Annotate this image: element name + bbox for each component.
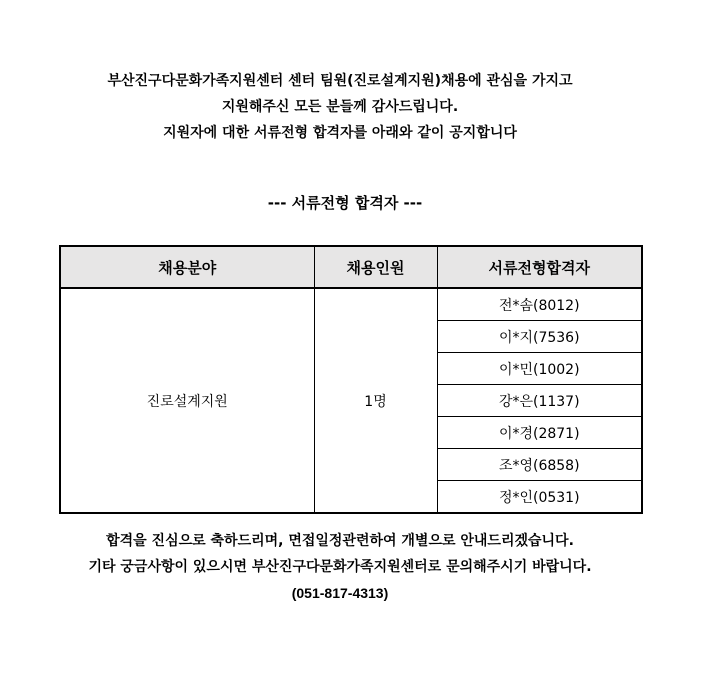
- passer-cell: 이*경(2871): [437, 417, 642, 449]
- section-title: --- 서류전형 합격자 ---: [267, 194, 423, 212]
- intro-line-1: 부산진구다문화가족지원센터 센터 팀원(진로설계지원)채용에 관심을 가지고: [107, 73, 573, 89]
- intro-line-2: 지원해주신 모든 분들께 감사드립니다.: [221, 99, 459, 115]
- passer-cell: 정*인(0531): [437, 481, 642, 514]
- closing-paragraph: [0, 528, 680, 606]
- header-field: 채용분야: [60, 246, 314, 288]
- closing-line-1: 합격을 진심으로 축하드리며, 면접일정관련하여 개별으로 안내드리겠습니다.: [106, 533, 574, 549]
- passer-cell: 전*솜(8012): [437, 288, 642, 321]
- header-headcount: 채용인원: [314, 246, 437, 288]
- field-cell: 진로설계지원: [60, 288, 314, 513]
- passer-cell: 이*민(1002): [437, 353, 642, 385]
- table-row: [60, 288, 642, 321]
- passer-cell: 이*지(7536): [437, 321, 642, 353]
- intro-paragraph: [0, 68, 680, 146]
- results-table: [59, 245, 643, 514]
- closing-line-2: 기타 궁금사항이 있으시면 부산진구다문화가족지원센터로 문의해주시기 바랍니다.: [88, 559, 592, 575]
- passer-cell: 조*영(6858): [437, 449, 642, 481]
- headcount-cell: 1명: [314, 288, 437, 513]
- contact-phone: (051-817-4313): [291, 585, 389, 601]
- passer-cell: 강*은(1137): [437, 385, 642, 417]
- header-passers: 서류전형합격자: [437, 246, 642, 288]
- table-header-row: [60, 246, 642, 288]
- intro-line-3: 지원자에 대한 서류전형 합격자를 아래와 같이 공지합니다: [163, 125, 517, 141]
